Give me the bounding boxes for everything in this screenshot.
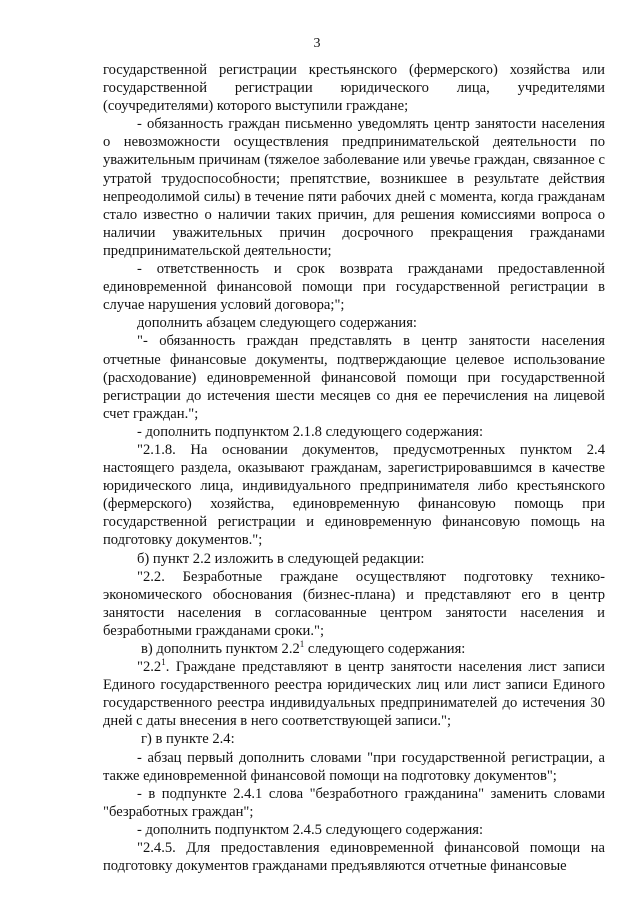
paragraph: - дополнить подпунктом 2.1.8 следующего содержания: <box>137 423 484 440</box>
paragraph: б) пункт 2.2 изложить в следующей редакции: <box>137 550 425 567</box>
page-number: 3 <box>313 36 321 51</box>
paragraph <box>103 640 605 658</box>
paragraph: - обязанность граждан письменно уведомлять центр занятости населения о невозможности осуществления предпринимательской деятельности по уважительным причинам (тяжелое заболевание или увечье граждан, связанное с утратой трудоспособности; препятствие, возникшее в результате действия непреодолимой силы) в течение пяти рабочих дней с момента, когда гражданам стало известно о наличии таких причин, для решения комиссиями вопроса о наличии уважительных причин досрочного прекращения гражданами предпринимательской деятельности; <box>103 116 605 259</box>
superscript: 1 <box>161 657 166 668</box>
paragraph: "2.1.8. На основании документов, предусмотренных пунктом 2.4 настоящего раздела, оказывают гражданам, зарегистрировавшимся в качестве юридического лица, индивидуального предпринимателя либо крестьянского (фермерского) хозяйства, единовременную финансовую помощь при государственной регистрации и единовременную финансовую помощь на подготовку документов."; <box>103 441 605 549</box>
document-body <box>103 61 605 875</box>
superscript: 1 <box>299 639 305 650</box>
paragraph: "2.4.5. Для предоставления единовременной финансовой помощи на подготовку документов гражданами предъявляются отчетные финансовые <box>103 840 605 875</box>
paragraph: государственной регистрации крестьянского (фермерского) хозяйства или государственной регистрации юридического лица, учредителями (соучредителями) которого выступили граждане; <box>103 62 605 115</box>
paragraph: - дополнить подпунктом 2.4.5 следующего содержания: <box>137 821 484 838</box>
paragraph <box>103 658 605 730</box>
paragraph: - ответственность и срок возврата гражданами предоставленной единовременной финансовой помощи при государственной регистрации в случае нарушения условий договора;"; <box>103 261 605 314</box>
paragraph: дополнить абзацем следующего содержания: <box>137 315 417 332</box>
paragraph: "- обязанность граждан представлять в центр занятости населения отчетные финансовые документы, подтверждающие целевое использование (расходование) единовременной финансовой помощи при государственной регистрации до истечения шести месяцев со дня ее перечисления на лицевой счет граждан."; <box>103 333 605 422</box>
paragraph: - абзац первый дополнить словами "при государственной регистрации, а также единовременной финансовой помощи на подготовку документов"; <box>103 749 605 784</box>
paragraph: г) в пункте 2.4: <box>141 731 235 748</box>
paragraph-text: следующего содержания: <box>304 641 466 657</box>
paragraph-text: "2.2 <box>137 659 162 676</box>
paragraph-text: в) дополнить пунктом 2.2 <box>141 641 300 657</box>
paragraph-text: . Граждане представляют в центр занятости населения лист записи Единого государственного реестра юридических лиц или лист записи Единого государственного реестра индивидуальных предпринимателей до истечения 30 дней с даты внесения в него соответствующей записи."; <box>103 659 605 730</box>
paragraph: "2.2. Безработные граждане осуществляют подготовку технико-экономического обоснования (бизнес-плана) и представляют его в центр занятости населения в согласованные центром занятости населения и безработными гражданами сроки."; <box>103 568 605 639</box>
paragraph: - в подпункте 2.4.1 слова "безработного гражданина" заменить словами "безработных граждан"; <box>103 785 605 820</box>
